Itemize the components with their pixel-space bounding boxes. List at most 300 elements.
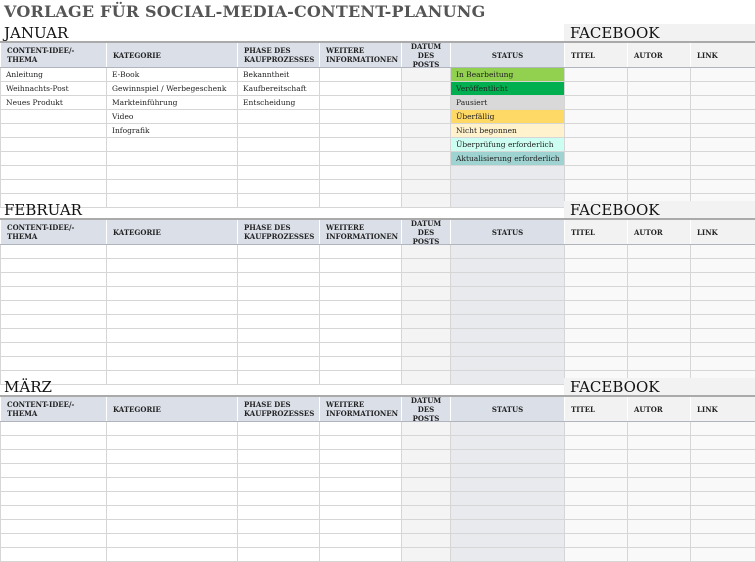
cell-fb-link[interactable] [690, 124, 755, 137]
column-header-fb-link[interactable]: LINK [690, 43, 755, 67]
cell-post-date[interactable] [401, 315, 450, 328]
column-header-further-info[interactable]: WEITERE INFORMATIONEN [319, 43, 401, 67]
cell-category[interactable]: E-Book [106, 68, 237, 81]
cell-fb-title[interactable] [564, 287, 627, 300]
cell-status[interactable] [450, 180, 564, 193]
cell-fb-author[interactable] [627, 478, 690, 491]
cell-content-idea[interactable]: Anleitung [0, 68, 106, 81]
cell-category[interactable] [106, 450, 237, 463]
cell-purchase-phase[interactable] [237, 124, 319, 137]
cell-purchase-phase[interactable] [237, 315, 319, 328]
cell-status[interactable] [450, 273, 564, 286]
column-header-post-date[interactable]: DATUM DES POSTS [401, 43, 450, 67]
cell-further-info[interactable] [319, 287, 401, 300]
cell-category[interactable] [106, 138, 237, 151]
cell-content-idea[interactable] [0, 245, 106, 258]
cell-fb-link[interactable] [690, 436, 755, 449]
cell-purchase-phase[interactable] [237, 273, 319, 286]
cell-category[interactable] [106, 166, 237, 179]
cell-content-idea[interactable] [0, 301, 106, 314]
cell-purchase-phase[interactable] [237, 194, 319, 207]
cell-content-idea[interactable] [0, 180, 106, 193]
cell-status[interactable] [450, 464, 564, 477]
cell-further-info[interactable] [319, 371, 401, 384]
cell-further-info[interactable] [319, 436, 401, 449]
cell-content-idea[interactable] [0, 506, 106, 519]
cell-status[interactable] [450, 520, 564, 533]
cell-purchase-phase[interactable] [237, 371, 319, 384]
cell-content-idea[interactable] [0, 422, 106, 435]
cell-category[interactable] [106, 422, 237, 435]
cell-status[interactable] [450, 329, 564, 342]
cell-fb-author[interactable] [627, 464, 690, 477]
table-row [0, 138, 755, 152]
cell-fb-link[interactable] [690, 166, 755, 179]
cell-fb-title[interactable] [564, 301, 627, 314]
cell-purchase-phase[interactable] [237, 343, 319, 356]
cell-fb-title[interactable] [564, 534, 627, 547]
cell-fb-link[interactable] [690, 492, 755, 505]
cell-fb-author[interactable] [627, 315, 690, 328]
table-row [0, 273, 755, 287]
cell-fb-link[interactable] [690, 152, 755, 165]
cell-further-info[interactable] [319, 166, 401, 179]
cell-fb-title[interactable] [564, 436, 627, 449]
cell-status[interactable] [450, 357, 564, 370]
cell-fb-author[interactable] [627, 110, 690, 123]
cell-fb-author[interactable] [627, 506, 690, 519]
cell-post-date[interactable] [401, 301, 450, 314]
cell-post-date[interactable] [401, 245, 450, 258]
column-header-fb-title[interactable]: TITEL [564, 397, 627, 421]
cell-content-idea[interactable] [0, 357, 106, 370]
cell-post-date[interactable] [401, 506, 450, 519]
cell-further-info[interactable] [319, 534, 401, 547]
cell-fb-link[interactable] [690, 82, 755, 95]
cell-content-idea[interactable] [0, 110, 106, 123]
column-header-content-idea[interactable]: CONTENT-IDEE/-THEMA [0, 220, 106, 244]
column-header-content-idea[interactable]: CONTENT-IDEE/-THEMA [0, 43, 106, 67]
table-row [0, 506, 755, 520]
cell-fb-link[interactable] [690, 548, 755, 561]
table-header [0, 43, 755, 68]
cell-fb-title[interactable] [564, 329, 627, 342]
cell-fb-author[interactable] [627, 68, 690, 81]
cell-purchase-phase[interactable] [237, 287, 319, 300]
cell-content-idea[interactable] [0, 166, 106, 179]
table-row [0, 422, 755, 436]
cell-fb-title[interactable] [564, 464, 627, 477]
cell-status[interactable] [450, 548, 564, 561]
cell-further-info[interactable] [319, 464, 401, 477]
cell-content-idea[interactable] [0, 548, 106, 561]
cell-fb-link[interactable] [690, 478, 755, 491]
cell-category[interactable]: Video [106, 110, 237, 123]
cell-fb-author[interactable] [627, 520, 690, 533]
cell-purchase-phase[interactable] [237, 138, 319, 151]
cell-status[interactable] [450, 450, 564, 463]
cell-fb-author[interactable] [627, 357, 690, 370]
cell-further-info[interactable] [319, 301, 401, 314]
cell-status[interactable]: Nicht begonnen [450, 124, 564, 137]
cell-further-info[interactable] [319, 422, 401, 435]
cell-fb-author[interactable] [627, 548, 690, 561]
cell-post-date[interactable] [401, 343, 450, 356]
cell-purchase-phase[interactable]: Bekanntheit [237, 68, 319, 81]
column-header-status[interactable]: STATUS [450, 397, 564, 421]
cell-further-info[interactable] [319, 273, 401, 286]
cell-fb-link[interactable] [690, 68, 755, 81]
cell-category[interactable] [106, 357, 237, 370]
cell-purchase-phase[interactable] [237, 180, 319, 193]
cell-fb-link[interactable] [690, 315, 755, 328]
cell-post-date[interactable] [401, 152, 450, 165]
cell-further-info[interactable] [319, 110, 401, 123]
facebook-header [564, 378, 755, 396]
table-row [0, 450, 755, 464]
cell-category[interactable] [106, 492, 237, 505]
cell-post-date[interactable] [401, 82, 450, 95]
cell-fb-author[interactable] [627, 492, 690, 505]
cell-post-date[interactable] [401, 371, 450, 384]
cell-fb-author[interactable] [627, 96, 690, 109]
cell-content-idea[interactable]: Neues Produkt [0, 96, 106, 109]
cell-post-date[interactable] [401, 110, 450, 123]
cell-purchase-phase[interactable] [237, 166, 319, 179]
cell-purchase-phase[interactable] [237, 478, 319, 491]
cell-status[interactable] [450, 245, 564, 258]
cell-purchase-phase[interactable] [237, 464, 319, 477]
cell-fb-author[interactable] [627, 301, 690, 314]
cell-fb-title[interactable] [564, 152, 627, 165]
cell-fb-link[interactable] [690, 464, 755, 477]
cell-post-date[interactable] [401, 548, 450, 561]
column-header-further-info[interactable]: WEITERE INFORMATIONEN [319, 220, 401, 244]
cell-category[interactable]: Markteinführung [106, 96, 237, 109]
cell-fb-title[interactable] [564, 96, 627, 109]
cell-status[interactable] [450, 194, 564, 207]
cell-fb-link[interactable] [690, 534, 755, 547]
cell-category[interactable] [106, 245, 237, 258]
cell-content-idea[interactable] [0, 329, 106, 342]
cell-post-date[interactable] [401, 422, 450, 435]
column-header-fb-author[interactable]: AUTOR [627, 43, 690, 67]
cell-fb-title[interactable] [564, 548, 627, 561]
column-header-fb-author[interactable]: AUTOR [627, 220, 690, 244]
cell-further-info[interactable] [319, 357, 401, 370]
column-header-further-info[interactable]: WEITERE INFORMATIONEN [319, 397, 401, 421]
column-header-category[interactable]: KATEGORIE [106, 220, 237, 244]
cell-purchase-phase[interactable] [237, 259, 319, 272]
cell-status[interactable] [450, 436, 564, 449]
cell-content-idea[interactable] [0, 534, 106, 547]
cell-fb-title[interactable] [564, 343, 627, 356]
column-header-status[interactable]: STATUS [450, 43, 564, 67]
cell-category[interactable] [106, 329, 237, 342]
cell-further-info[interactable] [319, 343, 401, 356]
cell-category[interactable]: Infografik [106, 124, 237, 137]
cell-category[interactable] [106, 287, 237, 300]
cell-post-date[interactable] [401, 138, 450, 151]
cell-fb-link[interactable] [690, 506, 755, 519]
column-header-fb-title[interactable]: TITEL [564, 220, 627, 244]
cell-fb-author[interactable] [627, 166, 690, 179]
cell-content-idea[interactable] [0, 287, 106, 300]
cell-fb-link[interactable] [690, 343, 755, 356]
cell-category[interactable] [106, 371, 237, 384]
cell-content-idea[interactable] [0, 315, 106, 328]
cell-fb-author[interactable] [627, 329, 690, 342]
cell-fb-title[interactable] [564, 478, 627, 491]
column-header-fb-title[interactable]: TITEL [564, 43, 627, 67]
cell-fb-author[interactable] [627, 180, 690, 193]
column-header-purchase-phase[interactable]: PHASE DES KAUFPROZESSES [237, 220, 319, 244]
cell-fb-title[interactable] [564, 82, 627, 95]
cell-status[interactable] [450, 478, 564, 491]
cell-further-info[interactable] [319, 245, 401, 258]
cell-fb-title[interactable] [564, 315, 627, 328]
cell-status[interactable] [450, 506, 564, 519]
cell-purchase-phase[interactable] [237, 520, 319, 533]
cell-content-idea[interactable]: Weihnachts-Post [0, 82, 106, 95]
cell-purchase-phase[interactable] [237, 534, 319, 547]
column-header-category[interactable]: KATEGORIE [106, 43, 237, 67]
cell-purchase-phase[interactable] [237, 357, 319, 370]
cell-post-date[interactable] [401, 492, 450, 505]
cell-status[interactable]: Überfällig [450, 110, 564, 123]
cell-post-date[interactable] [401, 68, 450, 81]
cell-fb-author[interactable] [627, 534, 690, 547]
cell-content-idea[interactable] [0, 520, 106, 533]
cell-post-date[interactable] [401, 329, 450, 342]
cell-category[interactable] [106, 343, 237, 356]
cell-post-date[interactable] [401, 478, 450, 491]
cell-post-date[interactable] [401, 96, 450, 109]
table-row [0, 124, 755, 138]
cell-purchase-phase[interactable]: Entscheidung [237, 96, 319, 109]
cell-fb-link[interactable] [690, 110, 755, 123]
cell-category[interactable] [106, 301, 237, 314]
cell-fb-title[interactable] [564, 450, 627, 463]
cell-status[interactable]: Pausiert [450, 96, 564, 109]
cell-fb-link[interactable] [690, 259, 755, 272]
cell-content-idea[interactable] [0, 138, 106, 151]
cell-post-date[interactable] [401, 194, 450, 207]
cell-status[interactable] [450, 371, 564, 384]
cell-purchase-phase[interactable] [237, 436, 319, 449]
cell-fb-link[interactable] [690, 329, 755, 342]
cell-further-info[interactable] [319, 506, 401, 519]
cell-status[interactable] [450, 301, 564, 314]
cell-further-info[interactable] [319, 548, 401, 561]
cell-fb-link[interactable] [690, 422, 755, 435]
cell-content-idea[interactable] [0, 478, 106, 491]
cell-further-info[interactable] [319, 259, 401, 272]
cell-post-date[interactable] [401, 464, 450, 477]
cell-further-info[interactable] [319, 315, 401, 328]
cell-post-date[interactable] [401, 357, 450, 370]
cell-category[interactable] [106, 548, 237, 561]
cell-status[interactable]: Veröffentlicht [450, 82, 564, 95]
cell-category[interactable]: Gewinnspiel / Werbegeschenk [106, 82, 237, 95]
cell-category[interactable] [106, 464, 237, 477]
cell-status[interactable] [450, 343, 564, 356]
cell-further-info[interactable] [319, 96, 401, 109]
cell-status[interactable] [450, 422, 564, 435]
cell-further-info[interactable] [319, 492, 401, 505]
cell-content-idea[interactable] [0, 124, 106, 137]
cell-fb-title[interactable] [564, 180, 627, 193]
cell-fb-author[interactable] [627, 152, 690, 165]
column-header-post-date[interactable]: DATUM DES POSTS [401, 220, 450, 244]
cell-fb-title[interactable] [564, 68, 627, 81]
cell-status[interactable]: In Bearbeitung [450, 68, 564, 81]
cell-fb-link[interactable] [690, 287, 755, 300]
content-table [0, 41, 755, 208]
cell-further-info[interactable] [319, 138, 401, 151]
cell-fb-title[interactable] [564, 506, 627, 519]
cell-post-date[interactable] [401, 534, 450, 547]
column-header-fb-link[interactable]: LINK [690, 220, 755, 244]
cell-category[interactable] [106, 180, 237, 193]
cell-category[interactable] [106, 506, 237, 519]
cell-post-date[interactable] [401, 273, 450, 286]
cell-category[interactable] [106, 478, 237, 491]
cell-purchase-phase[interactable] [237, 450, 319, 463]
cell-purchase-phase[interactable] [237, 329, 319, 342]
cell-category[interactable] [106, 436, 237, 449]
cell-fb-title[interactable] [564, 124, 627, 137]
cell-fb-author[interactable] [627, 287, 690, 300]
cell-content-idea[interactable] [0, 492, 106, 505]
cell-fb-author[interactable] [627, 124, 690, 137]
cell-fb-link[interactable] [690, 245, 755, 258]
cell-purchase-phase[interactable] [237, 110, 319, 123]
cell-content-idea[interactable] [0, 436, 106, 449]
cell-further-info[interactable] [319, 82, 401, 95]
cell-purchase-phase[interactable] [237, 506, 319, 519]
cell-status[interactable] [450, 287, 564, 300]
cell-purchase-phase[interactable] [237, 548, 319, 561]
cell-category[interactable] [106, 534, 237, 547]
cell-fb-title[interactable] [564, 259, 627, 272]
cell-further-info[interactable] [319, 478, 401, 491]
cell-further-info[interactable] [319, 152, 401, 165]
cell-purchase-phase[interactable] [237, 152, 319, 165]
cell-fb-title[interactable] [564, 138, 627, 151]
cell-post-date[interactable] [401, 124, 450, 137]
cell-further-info[interactable] [319, 68, 401, 81]
cell-category[interactable] [106, 194, 237, 207]
cell-fb-link[interactable] [690, 180, 755, 193]
cell-post-date[interactable] [401, 166, 450, 179]
cell-fb-link[interactable] [690, 96, 755, 109]
cell-further-info[interactable] [319, 450, 401, 463]
cell-status[interactable] [450, 492, 564, 505]
month-label: JANUAR [4, 24, 69, 42]
cell-post-date[interactable] [401, 520, 450, 533]
cell-fb-title[interactable] [564, 520, 627, 533]
cell-fb-author[interactable] [627, 450, 690, 463]
cell-fb-author[interactable] [627, 245, 690, 258]
cell-category[interactable] [106, 520, 237, 533]
cell-fb-author[interactable] [627, 436, 690, 449]
cell-status[interactable] [450, 166, 564, 179]
column-header-post-date[interactable]: DATUM DES POSTS [401, 397, 450, 421]
cell-further-info[interactable] [319, 520, 401, 533]
cell-category[interactable] [106, 152, 237, 165]
cell-category[interactable] [106, 273, 237, 286]
column-header-status[interactable]: STATUS [450, 220, 564, 244]
cell-fb-link[interactable] [690, 357, 755, 370]
column-header-category[interactable]: KATEGORIE [106, 397, 237, 421]
cell-post-date[interactable] [401, 180, 450, 193]
column-header-fb-link[interactable]: LINK [690, 397, 755, 421]
cell-fb-link[interactable] [690, 273, 755, 286]
cell-status[interactable] [450, 315, 564, 328]
cell-fb-title[interactable] [564, 357, 627, 370]
cell-fb-author[interactable] [627, 422, 690, 435]
cell-fb-title[interactable] [564, 422, 627, 435]
cell-fb-author[interactable] [627, 259, 690, 272]
cell-fb-title[interactable] [564, 166, 627, 179]
table-header [0, 220, 755, 245]
cell-post-date[interactable] [401, 259, 450, 272]
cell-purchase-phase[interactable] [237, 492, 319, 505]
cell-post-date[interactable] [401, 450, 450, 463]
cell-further-info[interactable] [319, 194, 401, 207]
cell-fb-link[interactable] [690, 450, 755, 463]
cell-content-idea[interactable] [0, 259, 106, 272]
column-header-purchase-phase[interactable]: PHASE DES KAUFPROZESSES [237, 397, 319, 421]
cell-category[interactable] [106, 315, 237, 328]
cell-purchase-phase[interactable] [237, 301, 319, 314]
column-header-purchase-phase[interactable]: PHASE DES KAUFPROZESSES [237, 43, 319, 67]
cell-fb-title[interactable] [564, 110, 627, 123]
cell-status[interactable] [450, 259, 564, 272]
cell-status[interactable]: Überprüfung erforderlich [450, 138, 564, 151]
cell-further-info[interactable] [319, 124, 401, 137]
cell-post-date[interactable] [401, 436, 450, 449]
cell-fb-title[interactable] [564, 245, 627, 258]
cell-fb-link[interactable] [690, 138, 755, 151]
cell-content-idea[interactable] [0, 343, 106, 356]
cell-content-idea[interactable] [0, 152, 106, 165]
cell-fb-author[interactable] [627, 82, 690, 95]
cell-post-date[interactable] [401, 287, 450, 300]
cell-content-idea[interactable] [0, 450, 106, 463]
cell-category[interactable] [106, 259, 237, 272]
cell-further-info[interactable] [319, 180, 401, 193]
cell-purchase-phase[interactable]: Kaufbereitschaft [237, 82, 319, 95]
cell-purchase-phase[interactable] [237, 245, 319, 258]
cell-fb-author[interactable] [627, 343, 690, 356]
cell-fb-title[interactable] [564, 273, 627, 286]
cell-status[interactable]: Aktualisierung erforderlich [450, 152, 564, 165]
cell-status[interactable] [450, 534, 564, 547]
cell-fb-link[interactable] [690, 520, 755, 533]
column-header-content-idea[interactable]: CONTENT-IDEE/-THEMA [0, 397, 106, 421]
cell-content-idea[interactable] [0, 464, 106, 477]
cell-fb-title[interactable] [564, 492, 627, 505]
cell-fb-link[interactable] [690, 301, 755, 314]
cell-further-info[interactable] [319, 329, 401, 342]
column-header-fb-author[interactable]: AUTOR [627, 397, 690, 421]
cell-purchase-phase[interactable] [237, 422, 319, 435]
cell-content-idea[interactable] [0, 273, 106, 286]
cell-fb-author[interactable] [627, 273, 690, 286]
cell-fb-author[interactable] [627, 138, 690, 151]
